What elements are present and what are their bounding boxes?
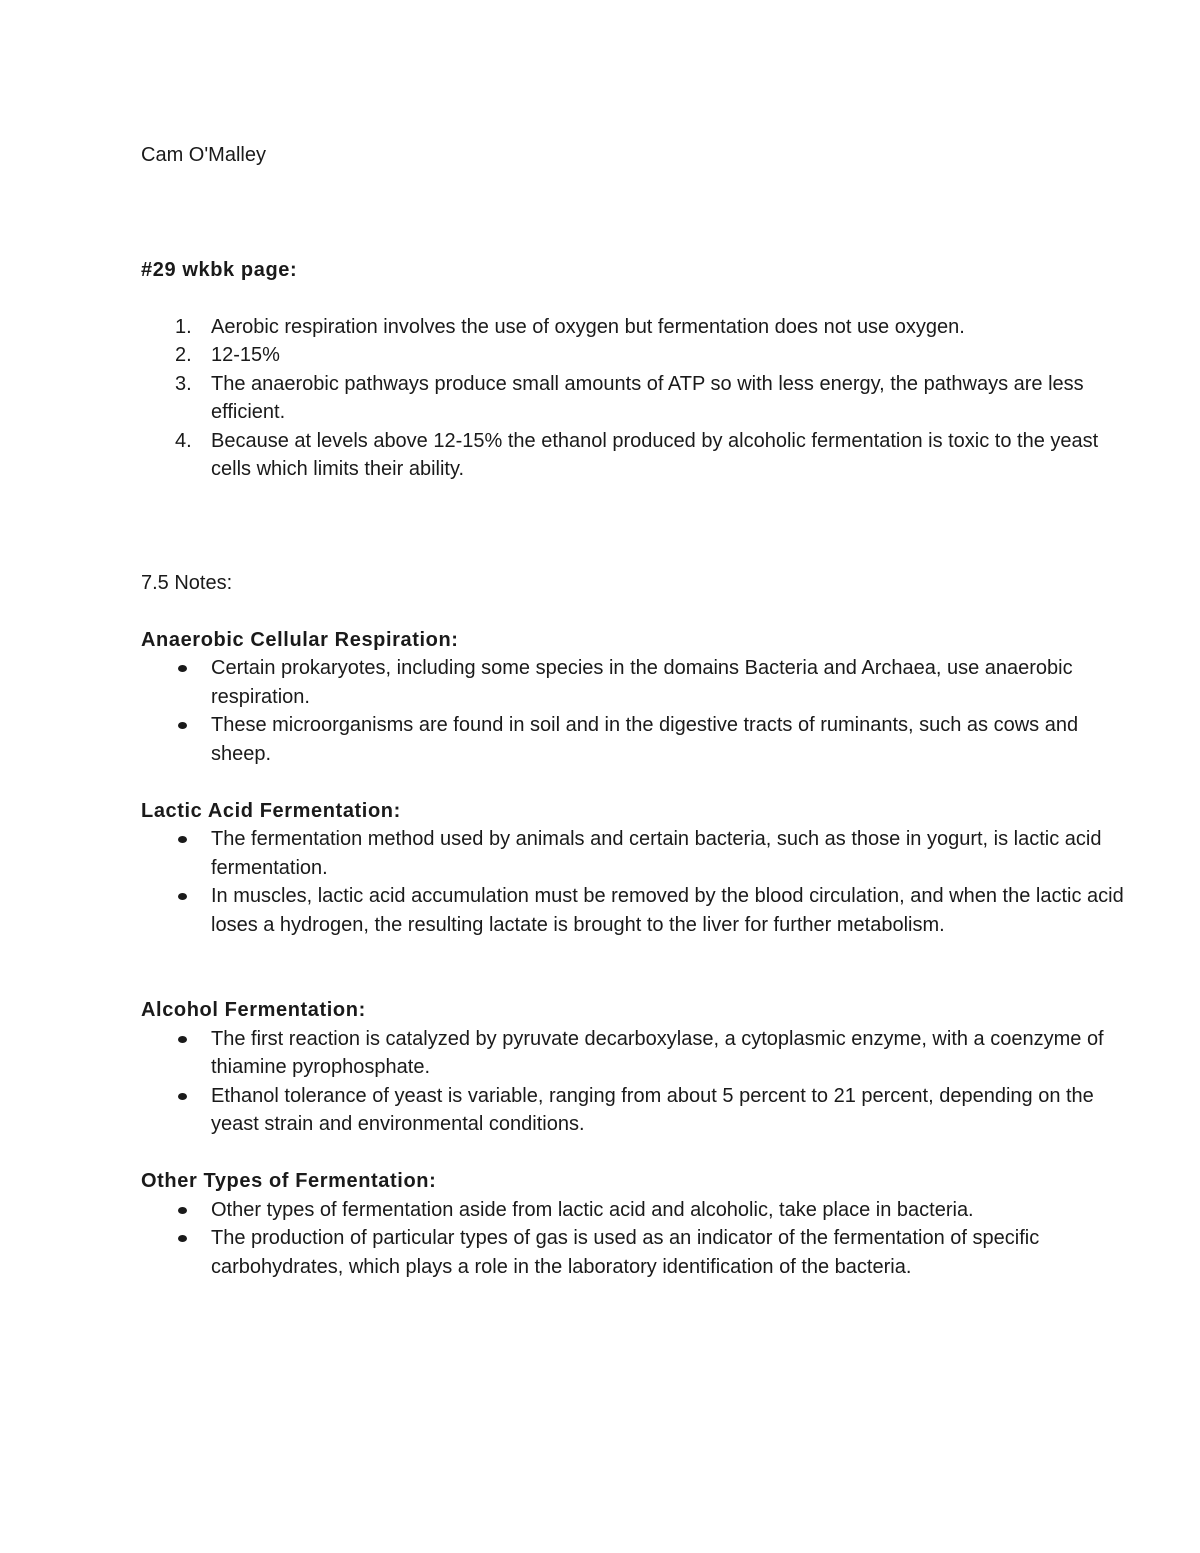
bullet-list	[141, 1196, 1060, 1282]
answer-number: 2.	[175, 344, 192, 366]
section-heading: Other Types of Fermentation:	[141, 1170, 437, 1192]
spacer	[141, 768, 1060, 797]
bullet-item	[141, 1082, 1131, 1139]
section-heading: Lactic Acid Fermentation:	[141, 799, 401, 822]
bullet-icon	[178, 1235, 187, 1242]
bullet-text: In muscles, lactic acid accumulation must be removed by the blood circulation, and when the lactic acid loses a hydrogen, the resulting lactate is brought to the liver for further metabolism.	[211, 885, 1124, 936]
answer-number: 3.	[175, 372, 192, 395]
bullet-icon	[178, 1207, 187, 1214]
bullet-item	[141, 1025, 1131, 1082]
answer-number: 4.	[175, 429, 192, 452]
spacer	[141, 170, 1060, 256]
section-heading: Anaerobic Cellular Respiration:	[141, 628, 459, 651]
bullet-text: Certain prokaryotes, including some species in the domains Bacteria and Archaea, use anaerobic respiration.	[211, 657, 1073, 708]
bullet-item	[141, 654, 1131, 711]
bullet-icon	[178, 722, 187, 729]
bullet-icon	[178, 893, 187, 900]
bullet-text: Ethanol tolerance of yeast is variable, ranging from about 5 percent to 21 percent, depending on the yeast strain and environmental conditions.	[211, 1084, 1094, 1135]
answer-text: Aerobic respiration involves the use of oxygen but fermentation does not use oxygen.	[211, 315, 965, 338]
bullet-list	[141, 825, 1124, 939]
spacer	[141, 939, 1060, 996]
bullet-icon	[178, 1036, 187, 1043]
spacer	[141, 1139, 1060, 1168]
bullet-text: The fermentation method used by animals and certain bacteria, such as those in yogurt, is lactic acid fermentation.	[211, 828, 1102, 879]
bullet-item	[141, 882, 1131, 939]
answer-text: Because at levels above 12-15% the ethanol produced by alcoholic fermentation is toxic to the yeast cells which limits their ability.	[211, 429, 1099, 480]
bullet-text: Other types of fermentation aside from lactic acid and alcoholic, take place in bacteria.	[211, 1198, 974, 1221]
bullet-item	[141, 1224, 1131, 1281]
section-heading: Alcohol Fermentation:	[141, 999, 366, 1021]
answer-item	[141, 427, 1131, 484]
answer-text: The anaerobic pathways produce small amounts of ATP so with less energy, the pathways are less efficient.	[211, 372, 1084, 423]
spacer	[141, 597, 1060, 626]
answer-text: 12-15%	[211, 344, 280, 366]
bullet-list	[141, 654, 1079, 768]
workbook-heading: #29 wkbk page:	[141, 258, 298, 281]
bullet-list	[141, 1025, 1104, 1139]
bullet-item	[141, 711, 1131, 768]
bullet-item	[141, 825, 1131, 882]
answer-number: 1.	[175, 315, 192, 338]
answer-item	[141, 313, 1131, 342]
workbook-answer-list	[141, 313, 1099, 484]
bullet-text: These microorganisms are found in soil and in the digestive tracts of ruminants, such as cows and sheep.	[211, 714, 1079, 765]
bullet-text: The first reaction is catalyzed by pyruvate decarboxylase, a cytoplasmic enzyme, with a coenzyme of thiamine pyrophosphate.	[211, 1027, 1104, 1078]
spacer	[141, 284, 1060, 313]
author-name: Cam O'Malley	[141, 144, 266, 166]
bullet-item	[141, 1196, 1131, 1225]
notes-title: 7.5 Notes:	[141, 571, 233, 594]
bullet-icon	[178, 1093, 187, 1100]
bullet-icon	[178, 665, 187, 672]
spacer	[141, 484, 1060, 569]
answer-item	[141, 341, 1131, 370]
answer-item	[141, 370, 1131, 427]
bullet-icon	[178, 836, 187, 843]
bullet-text: The production of particular types of gas is used as an indicator of the fermentation of specific carbohydrates, which plays a role in the laboratory identification of the bacteria.	[211, 1227, 1040, 1278]
